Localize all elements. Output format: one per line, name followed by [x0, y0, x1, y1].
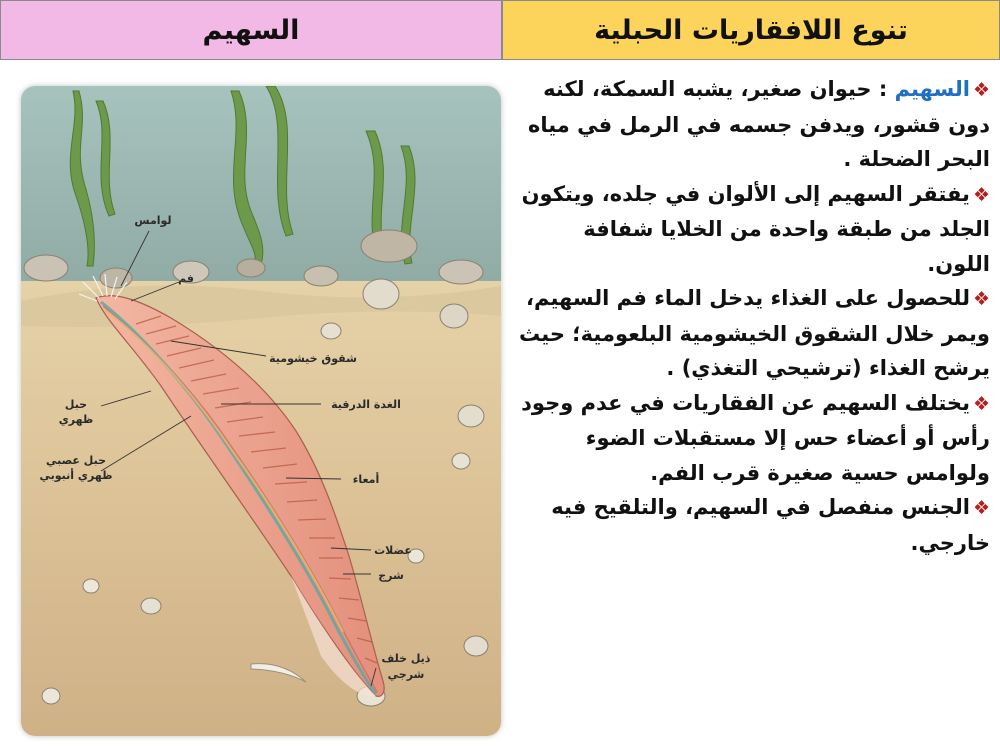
- paragraph-feeding: [515, 281, 990, 386]
- label-tail-line2: شرجي: [387, 668, 425, 681]
- diamond-bullet-icon: ❖: [972, 288, 990, 310]
- diamond-bullet-icon: ❖: [972, 497, 990, 519]
- label-notochord-line1: حبل: [64, 398, 88, 411]
- paragraph-reproduction: [515, 490, 990, 560]
- lancelet-diagram: [21, 86, 501, 736]
- label-mouth: فم: [178, 272, 194, 285]
- label-notochord-line2: ظهري: [58, 413, 94, 426]
- paragraph-skin: [515, 177, 990, 282]
- paragraph-text: يفتقر السهيم إلى الألوان في جلده، ويتكون الجلد من طبقة واحدة من الخلايا شفافة اللون.: [521, 181, 990, 276]
- diamond-bullet-icon: ❖: [972, 392, 990, 415]
- header-left-title: السهيم: [0, 0, 502, 60]
- paragraph-differences: [515, 386, 990, 491]
- header-bar: [0, 0, 1000, 62]
- label-nerve-cord-line2: ظهري أنبوبي: [39, 469, 113, 482]
- description-text: [515, 72, 990, 560]
- diamond-bullet-icon: ❖: [972, 79, 990, 101]
- label-tentacles: لوامس: [134, 214, 172, 227]
- label-muscles: عضلات: [374, 544, 412, 557]
- lancelet-illustration: [21, 86, 501, 736]
- label-intestine: أمعاء: [352, 473, 380, 486]
- label-nerve-cord-line1: حبل عصبي: [45, 454, 107, 467]
- paragraph-text: : حيوان صغير، يشبه السمكة، لكنه دون قشور، ويدفن جسمه في الرمل في مياه البحر الضحلة .: [527, 77, 990, 171]
- label-tail-line1: ذيل خلف: [381, 652, 431, 665]
- paragraph-text: للحصول على الغذاء يدخل الماء فم السهيم، ويمر خلال الشقوق الخيشومية البلعومية؛ حيث يرشح الغذاء (ترشيحي التغذي) .: [519, 286, 990, 380]
- paragraph-description: [515, 72, 990, 177]
- label-thyroid-gland: الغدة الدرقية: [331, 398, 401, 411]
- diamond-bullet-icon: ❖: [972, 183, 990, 206]
- label-gill-slits: شقوق خيشومية: [269, 352, 357, 365]
- header-right-title: تنوع اللافقاريات الحبلية: [502, 0, 1000, 60]
- term-lancelet: السهيم: [894, 77, 970, 101]
- label-anus: شرج: [378, 569, 404, 582]
- paragraph-text: يختلف السهيم عن الفقاريات في عدم وجود رأس أو أعضاء حس إلا مستقبلات الضوء ولوامس حسية صغيرة قرب الفم.: [521, 390, 990, 485]
- paragraph-text: الجنس منفصل في السهيم، والتلقيح فيه خارجي.: [551, 495, 990, 555]
